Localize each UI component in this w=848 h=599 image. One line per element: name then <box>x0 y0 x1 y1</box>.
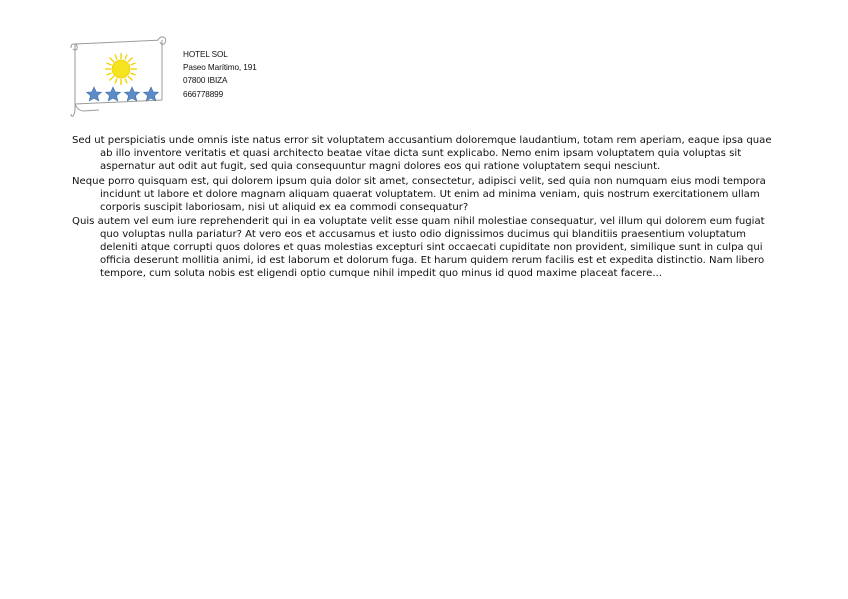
hotel-street: Paseo Marítimo, 191 <box>183 63 257 73</box>
hotel-logo <box>69 34 169 120</box>
hotel-address-block <box>183 48 257 101</box>
letter-body <box>72 135 782 283</box>
body-paragraph: Quis autem vel eum iure reprehenderit qui in ea voluptate velit esse quam nihil molestiae consequatur, vel illum qui dolorem eum fugiat quo voluptas nulla pariatur? At vero eos et accusamus et iusto odio dignissimos ducimus qui blanditiis praesentium voluptatum deleniti atque corrupti quos dolores et quas molestias excepturi sint occaecati cupiditate non provident, similique sunt in culpa qui officia deserunt mollitia animi, id est laborum et dolorum fuga. Et harum quidem rerum facilis est et expedita distinctio. Nam libero tempore, cum soluta nobis est eligendi optio cumque nihil impedit quo minus id quod maxime placeat facere... <box>72 216 765 280</box>
hotel-postcode-city: 07800 IBIZA <box>183 76 228 86</box>
hotel-name: HOTEL SOL <box>183 50 228 59</box>
body-paragraph: Neque porro quisquam est, qui dolorem ipsum quia dolor sit amet, consectetur, adipisci velit, sed quia non numquam eius modi tempora incidunt ut labore et dolore magnam aliquam quaerat voluptatem. Ut enim ad minima veniam, quis nostrum exercitationem ullam corporis suscipit laboriosam, nisi ut aliquid ex ea commodi consequatur? <box>72 175 766 213</box>
body-paragraph: Sed ut perspiciatis unde omnis iste natus error sit voluptatem accusantium doloremque laudantium, totam rem aperiam, eaque ipsa quae ab illo inventore veritatis et quasi architecto beatae vitae dicta sunt explicabo. Nemo enim ipsam voluptatem quia voluptas sit aspernatur aut odit aut fugit, sed quia consequuntur magni dolores eos qui ratione voluptatem sequi nesciunt. <box>72 135 772 172</box>
hotel-phone: 666778899 <box>183 89 224 99</box>
letterhead <box>69 34 304 120</box>
sun-icon <box>105 53 137 85</box>
